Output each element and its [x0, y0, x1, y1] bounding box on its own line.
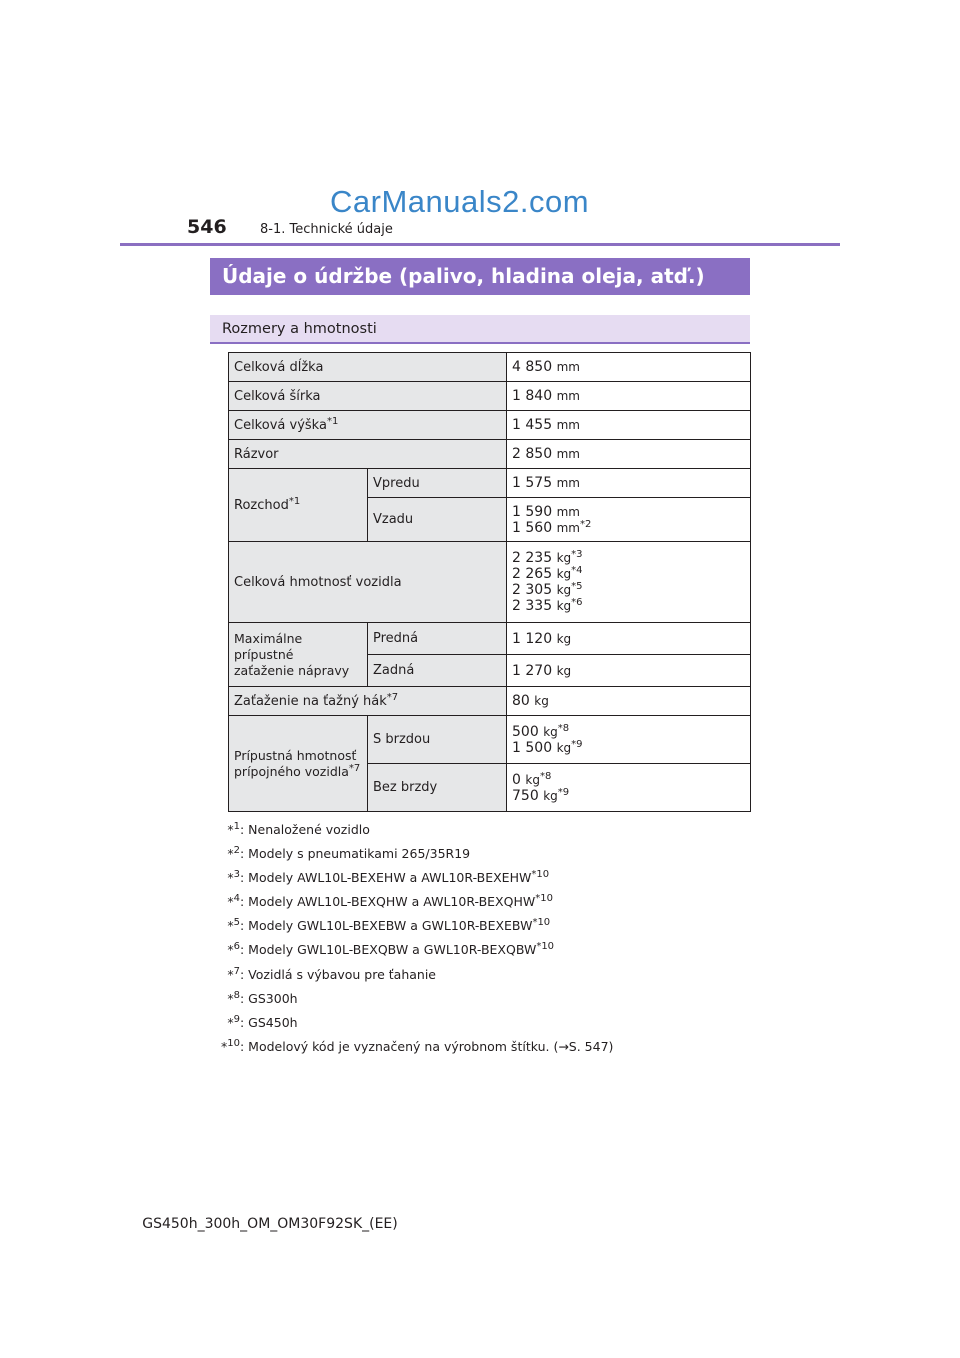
footnote: *$^2$: Modely s pneumatikami 265/35R19 — [227, 845, 471, 862]
footnote: *$^9$: GS450h — [227, 1014, 298, 1031]
footnote: *$^4$: Modely AWL10L-BEXQHW a AWL10R-BEXQHW$^{*10}$ — [227, 893, 553, 910]
sub-title: Rozmery a hmotnosti — [210, 315, 750, 344]
table-row — [229, 542, 751, 623]
page-number: 546 — [187, 216, 227, 238]
row-label: Zaťaženie na ťažný hák$^{*7}$ — [229, 687, 507, 716]
main-title: Údaje o údržbe (palivo, hladina oleja, atď.) — [210, 258, 750, 295]
table-row — [229, 623, 751, 655]
row-value: 0 kg$^{*8}$ 750 kg$^{*9}$ — [507, 764, 751, 812]
row-label: Celková dĺžka — [229, 353, 507, 382]
row-label: Celková výška$^{*1}$ — [229, 411, 507, 440]
footnote: *$^1$: Nenaložené vozidlo — [227, 821, 370, 838]
row-label: Prípustná hmotnosť prípojného vozidla$^{*7}$ — [229, 716, 368, 812]
table-row — [229, 716, 751, 764]
footnote: *$^{10}$: Modelový kód je vyznačený na výrobnom štítku. (→S. 547) — [221, 1038, 614, 1055]
row-value: 1 270 kg — [507, 655, 751, 687]
footnote: *$^7$: Vozidlá s výbavou pre ťahanie — [227, 966, 436, 983]
row-value: 4 850 mm — [507, 353, 751, 382]
row-value: 80 kg — [507, 687, 751, 716]
table-row — [229, 411, 751, 440]
row-value: 1 575 mm — [507, 469, 751, 498]
document-code: GS450h_300h_OM_OM30F92SK_(EE) — [142, 1216, 398, 1232]
row-label: Celková šírka — [229, 382, 507, 411]
dimensions-weights-table — [228, 352, 751, 812]
sub-label: Vzadu — [368, 498, 507, 542]
row-value: 2 235 kg$^{*3}$ 2 265 kg$^{*4}$ 2 305 kg$^{*5}$ 2 335 kg$^{*6}$ — [507, 542, 751, 623]
row-value: 2 850 mm — [507, 440, 751, 469]
table-row — [229, 382, 751, 411]
row-label: Rozchod$^{*1}$ — [229, 469, 368, 542]
table-row — [229, 353, 751, 382]
row-value: 1 840 mm — [507, 382, 751, 411]
sub-label: Bez brzdy — [368, 764, 507, 812]
row-label: Rázvor — [229, 440, 507, 469]
row-value: 1 455 mm — [507, 411, 751, 440]
table-row — [229, 440, 751, 469]
section-title: 8-1. Technické údaje — [260, 222, 393, 237]
sub-label: Vpredu — [368, 469, 507, 498]
header-divider — [120, 243, 840, 246]
table-row — [229, 469, 751, 498]
sub-label: Zadná — [368, 655, 507, 687]
row-value: 500 kg$^{*8}$ 1 500 kg$^{*9}$ — [507, 716, 751, 764]
watermark-logo: CarManuals2.com — [330, 184, 590, 219]
row-label: Celková hmotnosť vozidla — [229, 542, 507, 623]
sub-label: Predná — [368, 623, 507, 655]
table-row — [229, 687, 751, 716]
footnote: *$^5$: Modely GWL10L-BEXEBW a GWL10R-BEXEBW$^{*10}$ — [227, 917, 551, 934]
row-value: 1 120 kg — [507, 623, 751, 655]
row-label: Maximálne prípustné zaťaženie nápravy — [229, 623, 368, 687]
footnote: *$^3$: Modely AWL10L-BEXEHW a AWL10R-BEXEHW$^{*10}$ — [227, 869, 550, 886]
row-value: 1 590 mm 1 560 mm$^{*2}$ — [507, 498, 751, 542]
footnote: *$^8$: GS300h — [227, 990, 298, 1007]
sub-label: S brzdou — [368, 716, 507, 764]
footnote: *$^6$: Modely GWL10L-BEXQBW a GWL10R-BEXQBW$^{*10}$ — [227, 941, 555, 958]
